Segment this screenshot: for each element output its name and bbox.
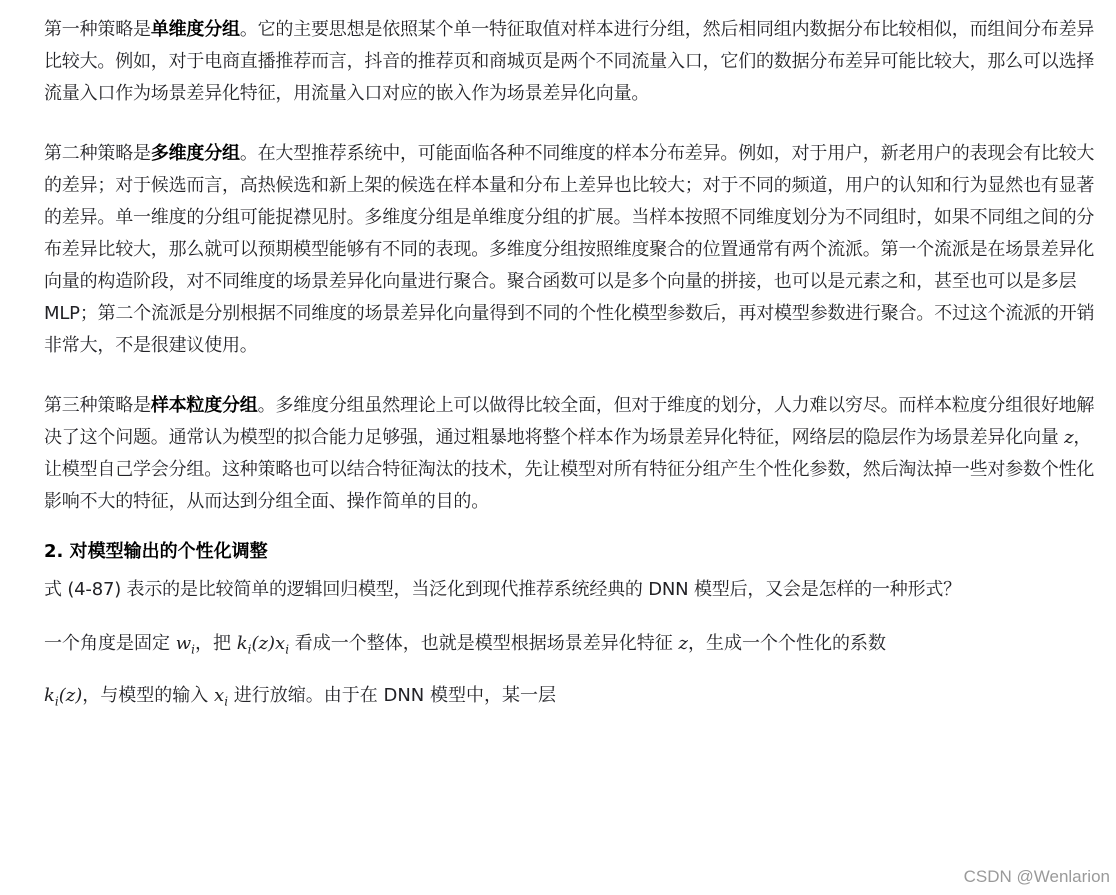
paragraph-question: 式 (4-87) 表示的是比较简单的逻辑回归模型，当泛化到现代推荐系统经典的 DNN 模型后，又会是怎样的一种形式？ — [44, 579, 961, 600]
text: 。多维度分组虽然理论上可以做得比较全面，但对于维度的划分，人力难以穷尽。而样本粒度分组很好地解决了这个问题。通常认为模型的拟合能力足够强，通过粗暴地将整个样本作为场景差异化特征，网络层的隐层作为场景差异化向量 — [44, 395, 1095, 448]
paragraph-strategy-1 — [44, 14, 1108, 110]
paragraph-formula-2 — [44, 680, 1108, 718]
bold-term: 单维度分组 — [150, 19, 240, 40]
section-heading: 2. 对模型输出的个性化调整 — [44, 541, 268, 562]
text: 第一种策略是 — [44, 19, 151, 40]
text: ，把 — [195, 633, 237, 654]
math-k-z: $k_i(z)$ — [44, 684, 83, 709]
watermark: CSDN @Wenlarion — [963, 867, 1110, 886]
text: 。它的主要思想是依照某个单一特征取值对样本进行分组，然后相同组内数据分布比较相似，而组间分布差异比较大。例如，对于电商直播推荐而言，抖音的推荐页和商城页是两个不同流量入口，它们的数据分布差异可能比较大，那么可以选择流量入口作为场景差异化特征，用流量入口对应的嵌入作为场景差异化向量。 — [44, 19, 1095, 104]
math-w-i: $w_i$ — [175, 633, 195, 657]
bold-term: 样本粒度分组 — [150, 395, 258, 416]
paragraph-formula-1 — [44, 628, 1108, 666]
article-body — [44, 14, 1108, 717]
paragraph-strategy-2 — [44, 138, 1108, 362]
bold-term: 多维度分组 — [150, 143, 240, 164]
math-x-i: $x_i$ — [214, 684, 229, 709]
text: ，让模型自己学会分组。这种策略也可以结合特征淘汰的技术，先让模型对所有特征分组产生个性化参数，然后淘汰掉一些对参数个性化影响不大的特征，从而达到分组全面、操作简单的目的。 — [44, 427, 1095, 512]
text: ，与模型的输入 — [82, 684, 215, 706]
text: 第三种策略是 — [44, 395, 151, 416]
paragraph-strategy-3 — [44, 390, 1108, 518]
text: 一个角度是固定 — [44, 633, 176, 654]
math-var-z: z — [678, 633, 688, 654]
text: ，生成一个个性化的系数 — [687, 633, 886, 654]
math-k-z-x: $k_i(z)x_i$ — [236, 633, 290, 657]
text: 进行放缩。由于在 DNN 模型中，某一层 — [228, 684, 556, 706]
text: 第二种策略是 — [44, 143, 151, 164]
text: 看成一个整体，也就是模型根据场景差异化特征 — [289, 633, 679, 654]
text: 。在大型推荐系统中，可能面临各种不同维度的样本分布差异。例如，对于用户，新老用户的表现会有比较大的差异；对于候选而言，高热候选和新上架的候选在样本量和分布上差异也比较大；对于不同的频道，用户的认知和行为显然也有显著的差异。单一维度的分组可能捉襟见肘。多维度分组是单维度分组的扩展。当样本按照不同维度划分为不同组时，如果不同组之间的分布差异比较大，那么就可以预期模型能够有不同的表现。多维度分组按照维度聚合的位置通常有两个流派。第一个流派是在场景差异化向量的构造阶段，对不同维度的场景差异化向量进行聚合。聚合函数可以是多个向量的拼接，也可以是元素之和，甚至也可以是多层MLP；第二个流派是分别根据不同维度的场景差异化向量得到不同的个性化模型参数后，再对模型参数进行聚合。不过这个流派的开销非常大，不是很建议使用。 — [44, 143, 1095, 356]
math-var-z: z — [1064, 427, 1074, 448]
